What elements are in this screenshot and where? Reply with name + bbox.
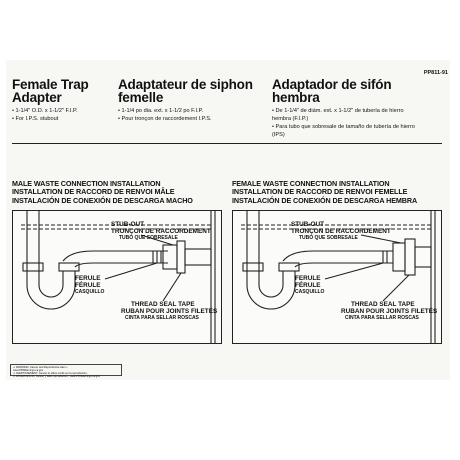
male-title-en: MALE WASTE CONNECTION INSTALLATION — [12, 179, 161, 188]
female-title-en: FEMALE WASTE CONNECTION INSTALLATION — [232, 179, 390, 188]
label-stub-out-es: TUBO QUE SOBRESALE — [119, 235, 178, 241]
title-english: Female Trap Adapter — [12, 77, 89, 105]
male-title-fr: INSTALLATION DE RACCORD DE RENVOI MÂLE — [12, 187, 175, 197]
bullet-spanish-2: • Para tubo que sobresale de tamaño de tubería de hierro (IPS) — [272, 123, 422, 139]
label-ferrule-fr: FÉRULE — [75, 282, 101, 289]
label-thread-seal-tape: THREAD SEAL TAPE — [351, 301, 415, 308]
section-divider — [12, 143, 442, 144]
product-code: PP811-91 — [423, 70, 448, 76]
label-thread-seal-tape: THREAD SEAL TAPE — [131, 301, 195, 308]
label-stub-out-fr: TRONÇON DE RACCORDEMENT — [291, 228, 391, 235]
label-stub-out-es: TUBO QUE SOBRESALE — [299, 235, 358, 241]
label-thread-seal-tape-fr: RUBAN POUR JOINTS FILETÉS — [121, 308, 218, 315]
female-title-fr: INSTALLATION DE RACCORD DE RENVOI FEMELLE — [232, 187, 408, 197]
bullet-french-2: • Pour tronçon de raccordement I.P.S. — [118, 115, 268, 123]
bullet-spanish-1: • De 1-1/4" de diám. ext. x 1-1/2" de tubería de hierro hembra (F.I.P.) — [272, 107, 422, 123]
label-ferrule: FERULE — [295, 275, 321, 282]
male-installation-diagram — [12, 210, 222, 344]
bullet-english-1: • 1-1/4" O.D. x 1-1/2" F.I.P. — [12, 107, 112, 115]
column-spanish — [272, 78, 422, 139]
warning-line-1: ⚠ WARNING: Cancer and Reproductive Harm - — [13, 366, 68, 369]
female-title-es: INSTALACIÓN DE CONEXIÓN DE DESCARGA HEMBRA — [232, 195, 418, 205]
prop65-warning-box — [10, 364, 122, 376]
male-title-es: INSTALACIÓN DE CONEXIÓN DE DESCARGA MACHO — [12, 195, 193, 205]
warning-line-2: www.P65Warnings.ca.gov — [13, 369, 44, 372]
column-french — [118, 78, 268, 123]
label-thread-seal-tape-es: CINTA PARA SELLAR ROSCAS — [345, 315, 419, 321]
warning-line-4: ⚠ ADVERTENCIA: Cáncer y daño reproductivo - www.P65Warnings.ca.gov — [13, 375, 100, 378]
label-ferrule-es: CASQUILLO — [75, 289, 105, 295]
warning-line-3: ⚠ AVERTISSEMENT: Cancer et effets nocifs sur la reproduction - — [13, 372, 89, 375]
column-english — [12, 78, 112, 123]
male-installation-title — [12, 180, 222, 205]
title-french: Adaptateur de siphon femelle — [118, 77, 253, 105]
bullet-french-1: • 1-1/4 po dia. ext. x 1-1/2 po F.I.P. — [118, 107, 268, 115]
title-spanish: Adaptador de sifón hembra — [272, 77, 392, 105]
label-thread-seal-tape-es: CINTA PARA SELLAR ROSCAS — [125, 315, 199, 321]
label-ferrule-fr: FÉRULE — [295, 282, 321, 289]
label-ferrule-es: CASQUILLO — [295, 289, 325, 295]
female-installation-title — [232, 180, 442, 205]
label-stub-out: STUB-OUT — [291, 221, 325, 228]
female-installation-diagram — [232, 210, 442, 344]
label-stub-out-fr: TRONÇON DE RACCORDEMENT — [111, 228, 211, 235]
label-stub-out: STUB-OUT — [111, 221, 145, 228]
bullet-english-2: • For I.P.S. stubout — [12, 115, 112, 123]
label-thread-seal-tape-fr: RUBAN POUR JOINTS FILETÉS — [341, 308, 438, 315]
label-ferrule: FERULE — [75, 275, 101, 282]
